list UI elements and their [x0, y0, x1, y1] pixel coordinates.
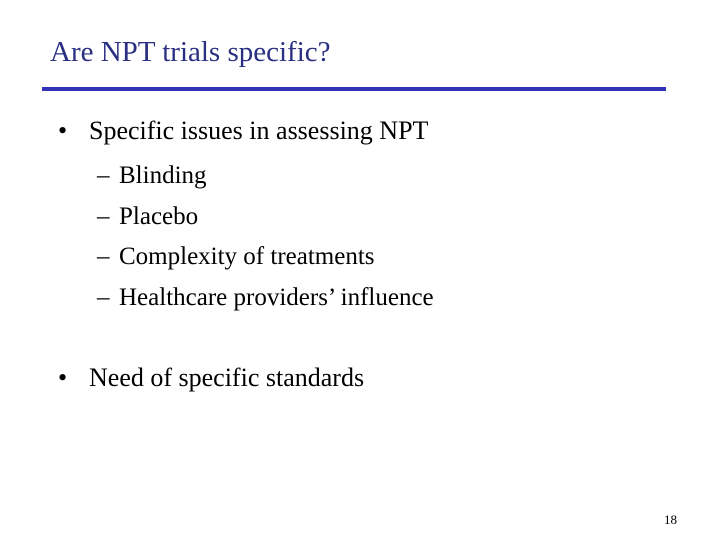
sub-bullet-item: [97, 197, 434, 238]
sub-bullet-list: [97, 156, 434, 318]
slide-title: Are NPT trials specific?: [50, 36, 331, 68]
sub-bullet-text: Healthcare providers’ influence: [119, 283, 434, 311]
dash-marker: –: [97, 162, 110, 189]
sub-bullet-text: Blinding: [119, 162, 207, 189]
dash-marker: –: [97, 243, 110, 270]
bullet-item-2: [58, 362, 364, 394]
bullet-marker: •: [58, 363, 68, 392]
bullet-text: Need of specific standards: [89, 363, 365, 392]
bullet-marker: •: [58, 116, 68, 145]
bullet-item-1: [58, 115, 428, 147]
sub-bullet-item: [97, 278, 434, 319]
bullet-text: Specific issues in assessing NPT: [89, 116, 429, 145]
sub-bullet-item: [97, 156, 434, 197]
title-underline: [42, 87, 666, 91]
dash-marker: –: [97, 283, 110, 311]
sub-bullet-text: Placebo: [119, 202, 199, 230]
sub-bullet-item: [97, 237, 434, 278]
dash-marker: –: [97, 202, 110, 230]
sub-bullet-text: Complexity of treatments: [119, 243, 375, 270]
page-number: 18: [664, 512, 677, 527]
